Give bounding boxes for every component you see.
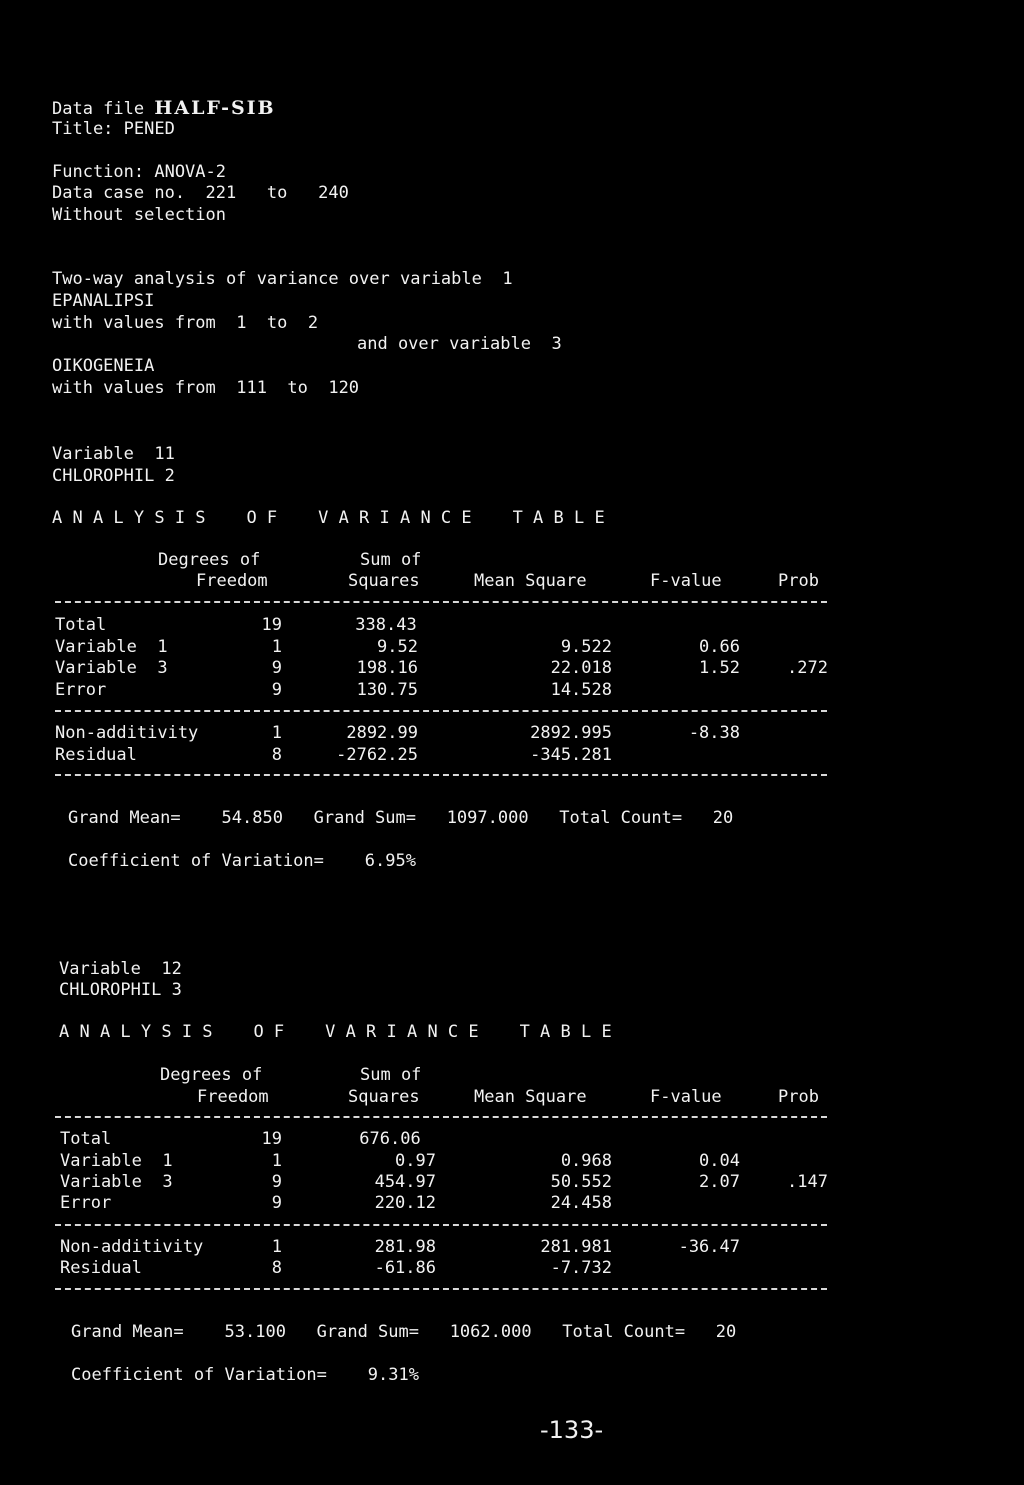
row-ss: -2762.25: [336, 745, 418, 765]
row-label: Error: [55, 680, 107, 700]
row-ss: 281.98: [374, 1237, 436, 1257]
col-header-ss-2: Squares: [348, 1087, 420, 1107]
row-f: 1.52: [699, 658, 740, 678]
row-df: 1: [271, 1237, 282, 1257]
row-df: 9: [271, 1172, 282, 1192]
row-df: 1: [271, 723, 282, 743]
row-f: -36.47: [678, 1237, 740, 1257]
variable-name: CHLOROPHIL 3: [59, 980, 182, 1000]
data-file-name: HALF-SIB: [154, 97, 276, 119]
analysis-line-4: and over variable 3: [357, 334, 562, 354]
row-ms: -345.281: [530, 745, 612, 765]
row-df: 9: [271, 680, 282, 700]
col-header-ss-1: Sum of: [360, 1065, 422, 1085]
row-label: Residual: [55, 745, 137, 765]
row-df: 9: [271, 658, 282, 678]
table-heading: A N A L Y S I S O F V A R I A N C E T A B L E: [59, 1022, 612, 1042]
coefficient-of-variation: Coefficient of Variation= 6.95%: [68, 851, 416, 871]
title-line: Title: PENED: [52, 119, 175, 139]
grand-summary: Grand Mean= 54.850 Grand Sum= 1097.000 Total Count= 20: [68, 808, 734, 828]
row-label: Non-additivity: [55, 723, 199, 743]
divider: [55, 774, 827, 776]
row-ss: 2892.99: [346, 723, 418, 743]
divider: [55, 1224, 827, 1226]
divider: [55, 1288, 827, 1290]
row-ss: -61.86: [374, 1258, 436, 1278]
row-label: Total: [55, 615, 107, 635]
col-header-ms: Mean Square: [474, 1087, 587, 1107]
analysis-line-5: OIKOGENEIA: [52, 356, 155, 376]
row-df: 8: [271, 745, 282, 765]
col-header-df-2: Freedom: [196, 571, 268, 591]
row-f: 0.04: [699, 1151, 740, 1171]
col-header-ss-2: Squares: [348, 571, 420, 591]
selection-line: Without selection: [52, 205, 226, 225]
row-df: 9: [271, 1193, 282, 1213]
row-ms: 50.552: [550, 1172, 612, 1192]
row-ss: 198.16: [356, 658, 418, 678]
data-file-line: [52, 98, 276, 120]
row-df: 1: [271, 1151, 282, 1171]
data-case-line: Data case no. 221 to 240: [52, 183, 349, 203]
row-f: 0.66: [699, 637, 740, 657]
page-number: -133-: [540, 1416, 604, 1444]
analysis-line-2: EPANALIPSI: [52, 291, 155, 311]
variable-line: Variable 11: [52, 444, 175, 464]
col-header-df-1: Degrees of: [160, 1065, 263, 1085]
row-ss: 130.75: [356, 680, 418, 700]
analysis-line-3: with values from 1 to 2: [52, 313, 319, 333]
row-ss: 0.97: [395, 1151, 436, 1171]
col-header-f: F-value: [650, 1087, 722, 1107]
col-header-df-1: Degrees of: [158, 550, 261, 570]
row-p: .147: [787, 1172, 828, 1192]
row-f: 2.07: [699, 1172, 740, 1192]
row-label: Total: [60, 1129, 112, 1149]
variable-line: Variable 12: [59, 959, 182, 979]
row-ms: 14.528: [550, 680, 612, 700]
row-ms: 9.522: [560, 637, 612, 657]
row-f: -8.38: [688, 723, 740, 743]
col-header-df-2: Freedom: [197, 1087, 269, 1107]
row-p: .272: [787, 658, 828, 678]
row-ms: 24.458: [550, 1193, 612, 1213]
row-label: Variable 3: [60, 1172, 173, 1192]
col-header-ss-1: Sum of: [360, 550, 422, 570]
divider: [55, 1116, 827, 1118]
row-ms: 281.981: [540, 1237, 612, 1257]
row-ss: 220.12: [374, 1193, 436, 1213]
row-label: Error: [60, 1193, 112, 1213]
col-header-ms: Mean Square: [474, 571, 587, 591]
row-ss: 338.43: [355, 615, 417, 635]
grand-summary: Grand Mean= 53.100 Grand Sum= 1062.000 Total Count= 20: [71, 1322, 737, 1342]
row-df: 19: [261, 615, 282, 635]
row-label: Variable 1: [60, 1151, 173, 1171]
row-ss: 9.52: [377, 637, 418, 657]
data-file-label: Data file: [52, 99, 145, 119]
row-ms: 2892.995: [530, 723, 612, 743]
row-label: Variable 1: [55, 637, 168, 657]
row-label: Non-additivity: [60, 1237, 204, 1257]
coefficient-of-variation: Coefficient of Variation= 9.31%: [71, 1365, 419, 1385]
analysis-line-6: with values from 111 to 120: [52, 378, 360, 398]
row-df: 8: [271, 1258, 282, 1278]
row-ms: 0.968: [560, 1151, 612, 1171]
col-header-f: F-value: [650, 571, 722, 591]
table-heading: A N A L Y S I S O F V A R I A N C E T A B L E: [52, 508, 605, 528]
row-ms: -7.732: [550, 1258, 612, 1278]
row-label: Variable 3: [55, 658, 168, 678]
row-ss: 676.06: [359, 1129, 421, 1149]
col-header-p: Prob: [778, 1087, 819, 1107]
function-line: Function: ANOVA-2: [52, 162, 226, 182]
divider: [55, 710, 827, 712]
row-df: 19: [261, 1129, 282, 1149]
row-ss: 454.97: [374, 1172, 436, 1192]
col-header-p: Prob: [778, 571, 819, 591]
row-ms: 22.018: [550, 658, 612, 678]
variable-name: CHLOROPHIL 2: [52, 466, 175, 486]
row-label: Residual: [60, 1258, 142, 1278]
divider: [55, 601, 827, 603]
row-df: 1: [271, 637, 282, 657]
analysis-line-1: Two-way analysis of variance over variable 1: [52, 269, 513, 289]
